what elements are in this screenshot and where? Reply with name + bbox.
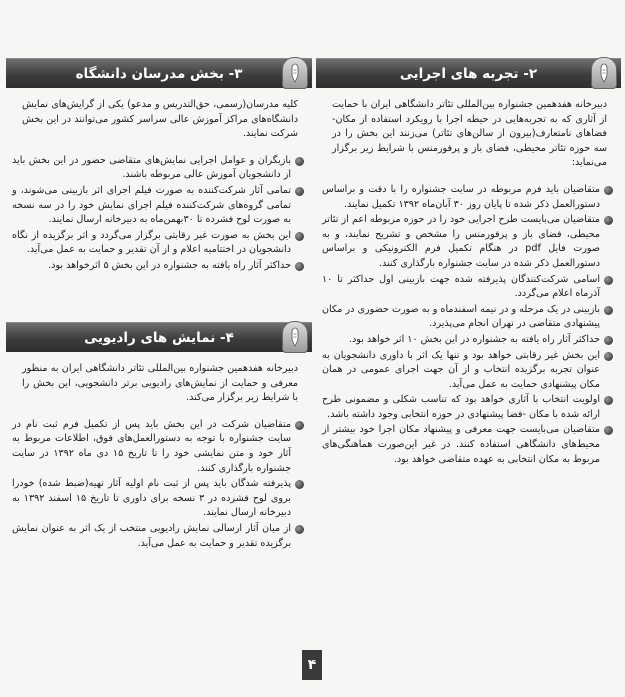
bullet-icon [604,306,613,315]
bullet-icon [604,336,613,345]
bullet-icon [604,426,613,435]
section-title: ۳- بخش مدرسان دانشگاه [75,65,243,82]
list-item: متقاضیان شرکت در این بخش باید پس از تکمیل فرم ثبت نام در سایت جشنواره با توجه به دستورالعمل‌های فوق، اطلاعات مربوط به آثار خود و متن نمایشی خود را تا تاریخ ۱۵ دی ماه ۱۳۹۲ در سایت جشنواره بارگذاری کنند. [12,418,304,476]
bullet-icon [604,186,613,195]
list-item: حداکثر آثار راه یافته به جشنواره در این بخش ۱۰ اثر خواهد بود. [322,333,613,348]
list-item: این بخش غیر رقابتی خواهد بود و تنها یک اثر با داوری دانشجویان به عنوان تجربه برگزیده انتخاب و از آن جهت اجرای عمومی در همان مکان پیشنهادی حمایت به عمل می‌آید. [322,349,613,393]
bullet-icon [604,396,613,405]
bullet-icon [604,352,613,361]
section-header [316,58,621,88]
hand-emblem-icon [282,57,308,89]
bullet-icon [295,480,304,489]
section-intro: دبیرخانه هفدهمین جشنواره بین‌المللی تئاتر دانشگاهی ایران با حمایت از آثاری که به تجربه‌هایی در حیطه اجرا با رویکرد استفاده از مکان-فضاهای نامتعارف(بیرون از سالن‌های تئاتر) می‌زنند این بخش را در سه حوزه تئاتر محیطی، فضای باز و پرفورمنس با شرایط زیر برگزار می‌نماید: [332,99,607,169]
rules-list [322,183,613,467]
list-item: این بخش به صورت غیر رقابتی برگزار می‌گردد و اثر برگزیده از نگاه دانشجویان در اختتامیه اعلام و از آن تقدیر و حمایت به عمل می‌آید. [12,229,304,258]
rules-list [12,154,304,274]
hand-emblem-icon [282,321,308,353]
section-header [6,58,312,88]
list-item: بازیگران و عوامل اجرایی نمایش‌های متقاضی حضور در این بخش باید از دانشجویان آموزش عالی مربوطه باشند. [12,154,304,183]
section-title: ۲- تجربه های اجرایی [399,65,538,82]
list-item: پذیرفته شدگان باید پس از ثبت نام اولیه آثار تهیه(ضبط شده) خودرا بروی لوح فشرده در ۳ نسخه برای داوری تا تاریخ ۱۵ اسفند ۱۳۹۲ به دبیرخانه ارسال نمایند. [12,477,304,521]
bullet-icon [295,262,304,271]
list-item: متقاضیان می‌بایست جهت معرفی و پیشنهاد مکان اجرا خود بیشتر از محیط‌های دانشگاهی استفاده کنند. در غیر این‌صورت هماهنگی‌های مربوط به مکان انتخابی به عهده متقاضی خواهد بود. [322,423,613,467]
rules-list [12,418,304,551]
list-item: بازبینی در یک مرحله و در نیمه اسفندماه و به صورت حضوری در مکان پیشنهادی متقاضی در تهران انجام می‌پذیرد. [322,303,613,332]
list-item: از میان آثار ارسالی نمایش رادیویی منتخب از یک اثر به عنوان نمایش برگزیده تقدیر و حمایت به عمل می‌آید. [12,522,304,551]
list-item: متقاضیان می‌بایست طرح اجرایی خود را در حوزه مربوطه اعم از تئاتر محیطی، فضای باز و پرفورمنس را مشخص و تشریح نمایند، و به صورت فایل pdf در هنگام تکمیل فرم الکترونیکی و براساس دستورالعمل ذکر شده در سایت جشنواره بارگذاری کنند. [322,213,613,271]
section-header [6,322,312,352]
bullet-icon [604,216,613,225]
list-item: اولویت انتخاب با آثاری خواهد بود که تناسب شکلی و مضمونی طرح ارائه شده با مکان -فضا پیشنهادی در حوزه انتخابی وجود داشته باشد. [322,393,613,422]
list-item: متقاضیان باید فرم مربوطه در سایت جشنواره را با دقت و براساس دستورالعمل ذکر شده تا پایان روز ۳۰ آبان‌ماه ۱۳۹۲ تکمیل نمایند. [322,183,613,212]
list-item: حداکثر آثار راه یافته به جشنواره در این بخش ۵ اثرخواهد بود. [12,259,304,274]
bullet-icon [295,157,304,166]
bullet-icon [295,232,304,241]
section-intro: دبیرخانه هفدهمین جشنواره بین‌المللی تئاتر دانشگاهی ایران به منظور معرفی و حمایت از نمایش‌های رادیویی برتر دانشجویی، این بخش را با شرایط زیر برگزار می‌کند. [22,363,298,404]
section-intro: کلیه مدرسان(رسمی، حق‌التدریس و مدعو) یکی از گرایش‌های نمایش دانشگاه‌های مراکز آموزش عالی سراسر کشور می‌توانند در این بخش شرکت نمایند. [22,99,298,140]
hand-emblem-icon [591,57,617,89]
list-item: اسامی شرکت‌کنندگان پذیرفته شده جهت بازبینی اول حداکثر تا ۱۰ آذرماه اعلام می‌گردد. [322,273,613,302]
list-item: تمامی آثار شرکت‌کننده به صورت فیلم اجرای اثر بازبینی می‌شوند، و تمامی گروه‌های شرکت‌کننده فیلم اجرای نمایش خود را در سه نسخه به صورت لوح فشرده تا ۳۰بهمن‌ماه به دبیرخانه ارسال نمایند. [12,184,304,228]
section-experimental [316,58,621,657]
section-title: ۴- نمایش های رادیویی [84,329,234,346]
bullet-icon [295,525,304,534]
bullet-icon [295,187,304,196]
page-number: ۴ [302,650,322,680]
bullet-icon [604,276,613,285]
section-column-left [6,58,312,657]
bullet-icon [295,421,304,430]
